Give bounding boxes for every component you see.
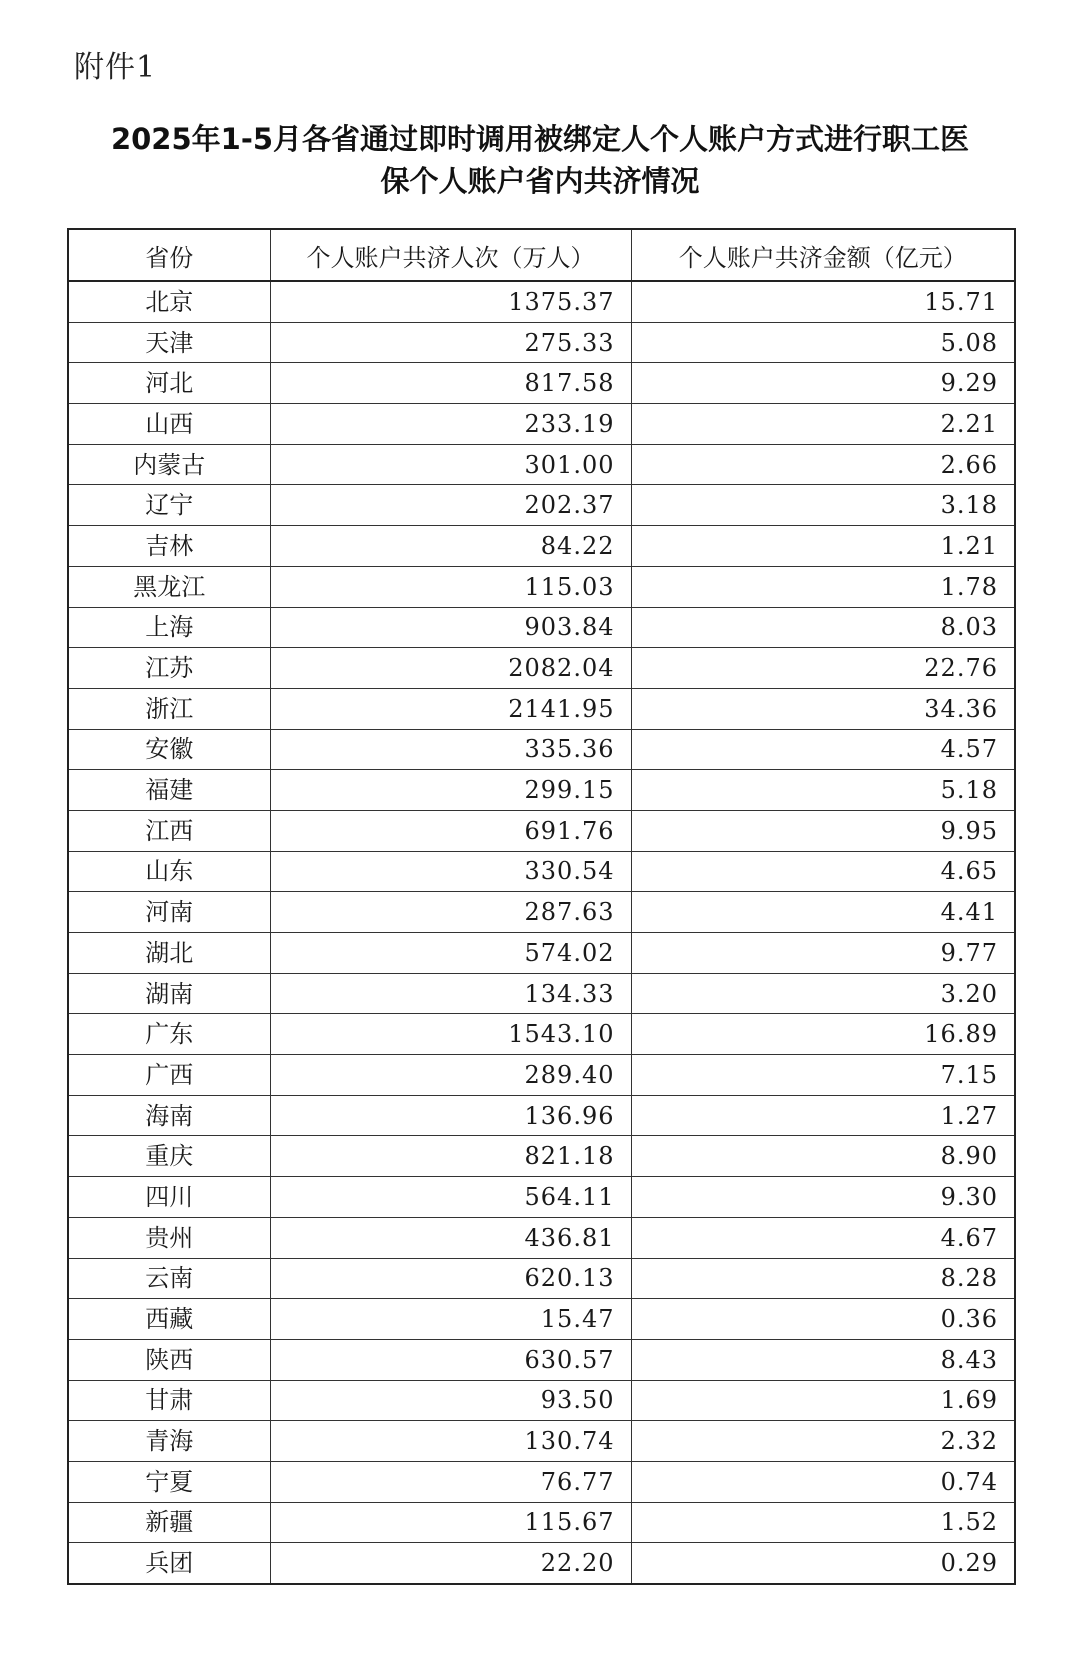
cell-amount: 2.66 bbox=[631, 444, 1015, 485]
cell-persons: 574.02 bbox=[270, 933, 631, 974]
cell-amount: 1.69 bbox=[631, 1380, 1015, 1421]
cell-persons: 15.47 bbox=[270, 1299, 631, 1340]
cell-amount: 0.74 bbox=[631, 1461, 1015, 1502]
cell-amount: 2.21 bbox=[631, 404, 1015, 445]
cell-persons: 130.74 bbox=[270, 1421, 631, 1462]
cell-amount: 4.41 bbox=[631, 892, 1015, 933]
cell-persons: 436.81 bbox=[270, 1217, 631, 1258]
table-row bbox=[68, 526, 1015, 567]
cell-amount: 8.90 bbox=[631, 1136, 1015, 1177]
cell-persons: 1375.37 bbox=[270, 281, 631, 322]
cell-amount: 5.18 bbox=[631, 770, 1015, 811]
table-row bbox=[68, 851, 1015, 892]
cell-province: 江西 bbox=[68, 810, 270, 851]
table-row bbox=[68, 1339, 1015, 1380]
cell-persons: 691.76 bbox=[270, 810, 631, 851]
cell-amount: 4.65 bbox=[631, 851, 1015, 892]
cell-province: 兵团 bbox=[68, 1543, 270, 1584]
header-province: 省份 bbox=[68, 229, 270, 281]
cell-province: 江苏 bbox=[68, 648, 270, 689]
cell-amount: 0.29 bbox=[631, 1543, 1015, 1584]
cell-province: 贵州 bbox=[68, 1217, 270, 1258]
table-row bbox=[68, 810, 1015, 851]
cell-province: 吉林 bbox=[68, 526, 270, 567]
cell-province: 广西 bbox=[68, 1055, 270, 1096]
cell-persons: 134.33 bbox=[270, 973, 631, 1014]
cell-province: 湖南 bbox=[68, 973, 270, 1014]
cell-province: 广东 bbox=[68, 1014, 270, 1055]
cell-amount: 0.36 bbox=[631, 1299, 1015, 1340]
table-row bbox=[68, 1461, 1015, 1502]
cell-amount: 9.29 bbox=[631, 363, 1015, 404]
cell-amount: 1.52 bbox=[631, 1502, 1015, 1543]
cell-amount: 2.32 bbox=[631, 1421, 1015, 1462]
cell-province: 青海 bbox=[68, 1421, 270, 1462]
table-row bbox=[68, 607, 1015, 648]
cell-amount: 4.67 bbox=[631, 1217, 1015, 1258]
cell-persons: 115.03 bbox=[270, 566, 631, 607]
cell-persons: 817.58 bbox=[270, 363, 631, 404]
cell-persons: 299.15 bbox=[270, 770, 631, 811]
cell-amount: 3.18 bbox=[631, 485, 1015, 526]
table-row bbox=[68, 1136, 1015, 1177]
cell-province: 山西 bbox=[68, 404, 270, 445]
title-line-2: 保个人账户省内共济情况 bbox=[380, 164, 700, 198]
cell-amount: 3.20 bbox=[631, 973, 1015, 1014]
cell-province: 山东 bbox=[68, 851, 270, 892]
table-row bbox=[68, 1217, 1015, 1258]
table-row bbox=[68, 281, 1015, 322]
table-row bbox=[68, 933, 1015, 974]
cell-province: 上海 bbox=[68, 607, 270, 648]
cell-persons: 202.37 bbox=[270, 485, 631, 526]
table-row bbox=[68, 648, 1015, 689]
cell-province: 河南 bbox=[68, 892, 270, 933]
table-row bbox=[68, 973, 1015, 1014]
table-row bbox=[68, 322, 1015, 363]
cell-province: 湖北 bbox=[68, 933, 270, 974]
table-row bbox=[68, 1543, 1015, 1584]
table-row bbox=[68, 1095, 1015, 1136]
cell-amount: 16.89 bbox=[631, 1014, 1015, 1055]
cell-province: 天津 bbox=[68, 322, 270, 363]
table-row bbox=[68, 1014, 1015, 1055]
cell-persons: 287.63 bbox=[270, 892, 631, 933]
table-row bbox=[68, 1502, 1015, 1543]
cell-province: 新疆 bbox=[68, 1502, 270, 1543]
cell-amount: 9.30 bbox=[631, 1177, 1015, 1218]
cell-province: 河北 bbox=[68, 363, 270, 404]
cell-amount: 1.27 bbox=[631, 1095, 1015, 1136]
header-row bbox=[68, 229, 1015, 281]
cell-amount: 5.08 bbox=[631, 322, 1015, 363]
header-amount: 个人账户共济金额（亿元） bbox=[631, 229, 1015, 281]
cell-persons: 301.00 bbox=[270, 444, 631, 485]
table-body bbox=[68, 281, 1015, 1584]
cell-persons: 821.18 bbox=[270, 1136, 631, 1177]
cell-province: 福建 bbox=[68, 770, 270, 811]
table-row bbox=[68, 688, 1015, 729]
cell-amount: 34.36 bbox=[631, 688, 1015, 729]
cell-amount: 9.77 bbox=[631, 933, 1015, 974]
cell-province: 海南 bbox=[68, 1095, 270, 1136]
cell-amount: 1.78 bbox=[631, 566, 1015, 607]
cell-amount: 8.03 bbox=[631, 607, 1015, 648]
table-row bbox=[68, 1055, 1015, 1096]
cell-persons: 289.40 bbox=[270, 1055, 631, 1096]
cell-amount: 7.15 bbox=[631, 1055, 1015, 1096]
cell-persons: 1543.10 bbox=[270, 1014, 631, 1055]
cell-persons: 2141.95 bbox=[270, 688, 631, 729]
cell-persons: 115.67 bbox=[270, 1502, 631, 1543]
table-row bbox=[68, 566, 1015, 607]
cell-persons: 564.11 bbox=[270, 1177, 631, 1218]
cell-persons: 2082.04 bbox=[270, 648, 631, 689]
header-persons: 个人账户共济人次（万人） bbox=[270, 229, 631, 281]
table-row bbox=[68, 1258, 1015, 1299]
cell-province: 陕西 bbox=[68, 1339, 270, 1380]
document-title bbox=[40, 118, 1040, 202]
cell-province: 重庆 bbox=[68, 1136, 270, 1177]
cell-province: 宁夏 bbox=[68, 1461, 270, 1502]
table-row bbox=[68, 444, 1015, 485]
table-row bbox=[68, 485, 1015, 526]
cell-province: 辽宁 bbox=[68, 485, 270, 526]
cell-persons: 76.77 bbox=[270, 1461, 631, 1502]
cell-amount: 8.28 bbox=[631, 1258, 1015, 1299]
cell-persons: 22.20 bbox=[270, 1543, 631, 1584]
cell-persons: 903.84 bbox=[270, 607, 631, 648]
cell-persons: 93.50 bbox=[270, 1380, 631, 1421]
cell-amount: 1.21 bbox=[631, 526, 1015, 567]
cell-province: 内蒙古 bbox=[68, 444, 270, 485]
cell-province: 四川 bbox=[68, 1177, 270, 1218]
title-line-1: 2025年1-5月各省通过即时调用被绑定人个人账户方式进行职工医 bbox=[110, 122, 970, 156]
cell-province: 甘肃 bbox=[68, 1380, 270, 1421]
cell-persons: 330.54 bbox=[270, 851, 631, 892]
cell-amount: 8.43 bbox=[631, 1339, 1015, 1380]
cell-amount: 9.95 bbox=[631, 810, 1015, 851]
cell-persons: 233.19 bbox=[270, 404, 631, 445]
cell-persons: 275.33 bbox=[270, 322, 631, 363]
cell-persons: 620.13 bbox=[270, 1258, 631, 1299]
cell-province: 黑龙江 bbox=[68, 566, 270, 607]
table-row bbox=[68, 404, 1015, 445]
data-table bbox=[67, 228, 1016, 1585]
cell-amount: 4.57 bbox=[631, 729, 1015, 770]
table-row bbox=[68, 1421, 1015, 1462]
table-header bbox=[68, 229, 1015, 281]
table-row bbox=[68, 770, 1015, 811]
cell-province: 西藏 bbox=[68, 1299, 270, 1340]
cell-province: 安徽 bbox=[68, 729, 270, 770]
cell-province: 北京 bbox=[68, 281, 270, 322]
cell-province: 浙江 bbox=[68, 688, 270, 729]
cell-amount: 22.76 bbox=[631, 648, 1015, 689]
table-row bbox=[68, 363, 1015, 404]
cell-persons: 630.57 bbox=[270, 1339, 631, 1380]
table-row bbox=[68, 729, 1015, 770]
cell-persons: 136.96 bbox=[270, 1095, 631, 1136]
table-row bbox=[68, 1177, 1015, 1218]
table-row bbox=[68, 1299, 1015, 1340]
table-row bbox=[68, 892, 1015, 933]
cell-persons: 335.36 bbox=[270, 729, 631, 770]
cell-persons: 84.22 bbox=[270, 526, 631, 567]
cell-amount: 15.71 bbox=[631, 281, 1015, 322]
cell-province: 云南 bbox=[68, 1258, 270, 1299]
attachment-label: 附件1 bbox=[74, 50, 157, 85]
table-row bbox=[68, 1380, 1015, 1421]
